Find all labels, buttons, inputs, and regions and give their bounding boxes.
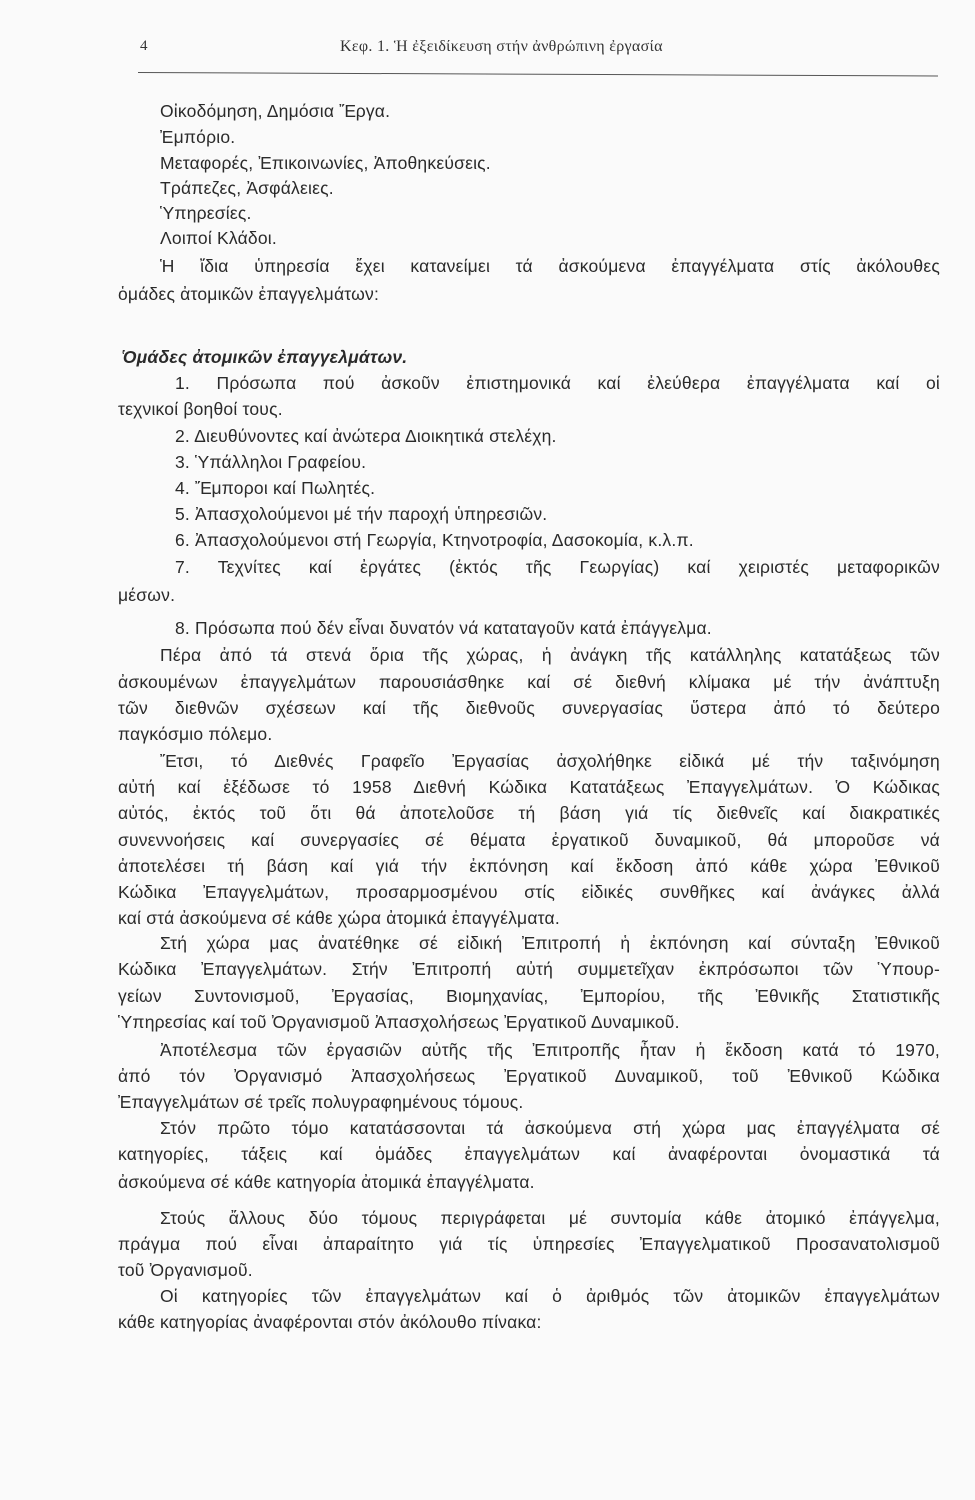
text-line: ἀσκούμενα σέ κάθε κατηγορία ἀτομικά ἐπαγγέλματα. [118,1172,535,1192]
group-item: 6. Ἀπασχολούμενοι στή Γεωργία, Κτηνοτροφία, Δασοκομία, κ.λ.π. [175,530,694,550]
text-line: συνεννοήσεις καί συνεργασίες σέ θέματα ἐργατικοῦ δυναμικοῦ, θά μποροῦσε νά [118,830,940,850]
group-item: 4. Ἔμποροι καί Πωλητές. [175,478,376,498]
text-line: ἀπό τόν Ὀργανισμό Ἀπασχολήσεως Ἐργατικοῦ Δυναμικοῦ, τοῦ Ἐθνικοῦ Κώδικα [118,1066,940,1086]
text-line: κάθε κατηγορίας ἀναφέρονται στόν ἀκόλουθο πίνακα: [118,1312,542,1332]
text-line: Στούς ἄλλους δύο τόμους περιγράφεται μέ συντομία κάθε ἀτομικό ἐπάγγελμα, [160,1208,940,1228]
sector-item: Τράπεζες, Ἀσφάλειες. [160,178,334,198]
text-line: παγκόσμιο πόλεμο. [118,724,273,744]
text-line: γείων Συντονισμοῦ, Ἐργασίας, Βιομηχανίας, Ἐμπορίου, τῆς Ἐθνικῆς Στατιστικῆς [118,986,940,1006]
text-line: Ἐπαγγελμάτων σέ τρεῖς πολυγραφημένους τόμους. [118,1092,524,1112]
running-title: Κεφ. 1. Ἡ ἐξειδίκευση στήν ἀνθρώπινη ἐργασία [340,38,663,55]
text-line: Ὑπηρεσίας καί τοῦ Ὀργανισμοῦ Ἀπασχολήσεως Ἐργατικοῦ Δυναμικοῦ. [118,1012,680,1032]
text-line: ἀποτελέσει τή βάση καί γιά τήν ἐκπόνηση καί ἔκδοση ἀπό κάθε χώρα Ἐθνικοῦ [118,856,940,876]
text-line: καί στά ἀσκούμενα σέ κάθε χώρα ἀτομικά ἐπαγγέλματα. [118,908,560,928]
text-line: Ἀποτέλεσμα τῶν ἐργασιῶν αὐτῆς τῆς Ἐπιτροπῆς ἦταν ἡ ἔκδοση κατά τό 1970, [160,1040,940,1060]
group-item: 2. Διευθύνοντες καί ἀνώτερα Διοικητικά στελέχη. [175,426,557,446]
group-item: 5. Ἀπασχολούμενοι μέ τήν παροχή ὑπηρεσιῶν. [175,504,548,524]
text-line: Ἔτσι, τό Διεθνές Γραφεῖο Ἐργασίας ἀσχολήθηκε εἰδικά μέ τήν ταξινόμηση [160,751,940,771]
text-line: αὐτή καί ἐξέδωσε τό 1958 Διεθνή Κώδικα Κατατάξεως Ἐπαγγελμάτων. Ὁ Κώδικας [118,777,940,797]
text-line: Ἡ ἴδια ὑπηρεσία ἔχει κατανείμει τά ἀσκούμενα ἐπαγγέλματα στίς ἀκόλουθες [160,256,940,276]
sector-item: Ὑπηρεσίες. [160,203,252,223]
text-line: Κώδικα Ἐπαγγελμάτων, προσαρμοσμένου στίς εἰδικές συνθῆκες καί ἀνάγκες ἀλλά [118,882,940,902]
text-line: Οἱ κατηγορίες τῶν ἐπαγγελμάτων καί ὁ ἀριθμός τῶν ἀτομικῶν ἐπαγγελμάτων [160,1286,940,1306]
text-line: Πέρα ἀπό τά στενά ὅρια τῆς χώρας, ἡ ἀνάγκη τῆς κατάλληλης κατατάξεως τῶν [160,645,940,665]
sector-item: Μεταφορές, Ἐπικοινωνίες, Ἀποθηκεύσεις. [160,153,491,173]
text-line: τῶν διεθνῶν σχέσεων καί τῆς διεθνοῦς συνεργασίας ὕστερα ἀπό τό δεύτερο [118,698,940,718]
group-item: 7. Τεχνίτες καί ἐργάτες (ἐκτός τῆς Γεωργίας) καί χειριστές μεταφορικῶν [175,557,940,577]
text-line: Στόν πρῶτο τόμο κατατάσσονται τά ἀσκούμενα στή χώρα μας ἐπαγγέλματα σέ [160,1118,940,1138]
sector-item: Λοιποί Κλάδοι. [160,228,277,248]
group-item-continued: τεχνικοί βοηθοί τους. [118,399,283,419]
text-line: Κώδικα Ἐπαγγελμάτων. Στήν Ἐπιτροπή αὐτή συμμετεῖχαν ἐκπρόσωποι τῶν Ὑπουρ- [118,959,940,979]
section-heading: Ὁμάδες ἀτομικῶν ἐπαγγελμάτων. [122,347,408,367]
text-line: αὐτός, ἐκτός τοῦ ὅτι θά ἀποτελοῦσε τή βάση γιά τίς διεθνεῖς καί διακρατικές [118,803,940,823]
group-item: 8. Πρόσωπα πού δέν εἶναι δυνατόν νά καταταγοῦν κατά ἐπάγγελμα. [175,618,712,638]
sector-item: Οἰκοδόμηση, Δημόσια Ἔργα. [160,101,391,121]
group-item: 1. Πρόσωπα πού ἀσκοῦν ἐπιστημονικά καί ἐλεύθερα ἐπαγγέλματα καί οἱ [175,373,940,393]
text-line: Στή χώρα μας ἀνατέθηκε σέ εἰδική Ἐπιτροπή ἡ ἐκπόνηση καί σύνταξη Ἐθνικοῦ [160,933,940,953]
sector-item: Ἐμπόριο. [160,127,236,147]
text-line: κατηγορίες, τάξεις καί ὁμάδες ἐπαγγελμάτων καί ἀναφέρονται ὀνομαστικά τά [118,1144,940,1164]
page-number: 4 [140,38,148,54]
text-line: τοῦ Ὀργανισμοῦ. [118,1260,253,1280]
header-rule [138,72,938,76]
text-line: πράγμα πού εἶναι ἀπαραίτητο γιά τίς ὑπηρεσίες Ἐπαγγελματικοῦ Προσανατολισμοῦ [118,1234,940,1254]
group-item-continued: μέσων. [118,585,176,605]
text-line: ὁμάδες ἀτομικῶν ἐπαγγελμάτων: [118,284,380,304]
text-line: ἀσκουμένων ἐπαγγελμάτων παρουσιάσθηκε καί σέ διεθνή κλίμακα μέ τήν ἀνάπτυξη [118,672,940,692]
group-item: 3. Ὑπάλληλοι Γραφείου. [175,452,367,472]
